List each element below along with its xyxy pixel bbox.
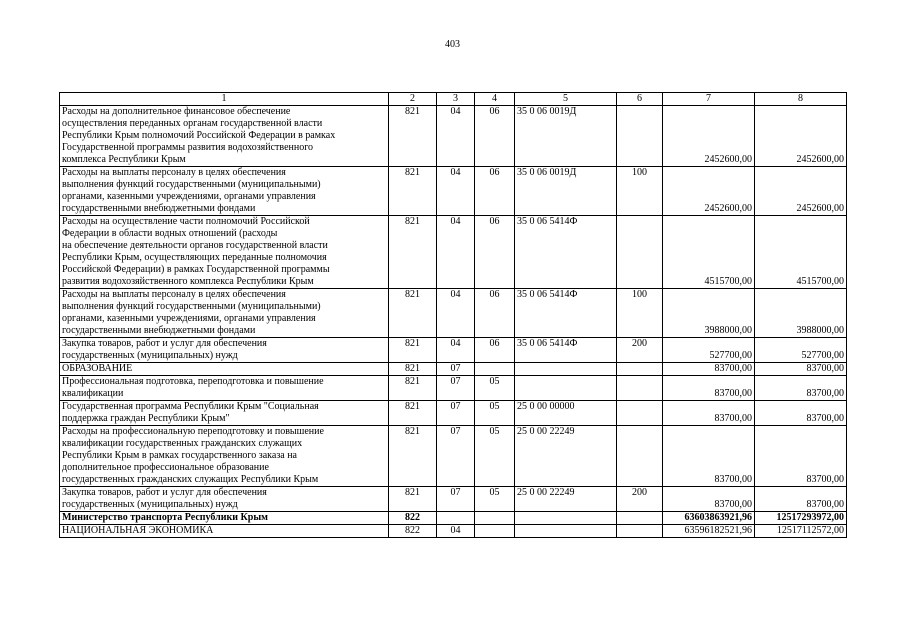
target-article-cell [515, 512, 617, 525]
section-code-cell: 04 [437, 106, 475, 167]
subsection-code-cell: 05 [475, 426, 515, 487]
amount-year1-cell: 2452600,00 [663, 106, 755, 167]
amount-year2-cell: 2452600,00 [755, 167, 847, 216]
row-name-line: поддержка граждан Республики Крым" [62, 413, 230, 424]
row-name-line: Закупка товаров, работ и услуг для обеспечения [62, 338, 267, 349]
header-cell-1: 1 [60, 93, 389, 106]
row-name-line: развития водохозяйственного комплекса Республики Крым [62, 276, 314, 287]
row-name-line: государственными внебюджетными фондами [62, 325, 256, 336]
section-code-cell: 04 [437, 525, 475, 538]
target-article-cell: 35 0 06 5414Ф [515, 338, 617, 363]
row-name-cell [60, 289, 389, 338]
row-name-line: выполнения функций государственными (муниципальными) [62, 179, 321, 190]
row-name-cell [60, 363, 389, 376]
row-name-cell [60, 525, 389, 538]
subsection-code-cell: 05 [475, 487, 515, 512]
table-row [60, 487, 847, 512]
table-row [60, 401, 847, 426]
amount-year2-cell: 12517112572,00 [755, 525, 847, 538]
row-name-line: Расходы на выплаты персоналу в целях обеспечения [62, 289, 286, 300]
admin-code-cell: 821 [389, 338, 437, 363]
row-name-line: Расходы на профессиональную переподготовку и повышение [62, 426, 324, 437]
admin-code-cell: 821 [389, 216, 437, 289]
target-article-cell: 25 0 00 22249 [515, 426, 617, 487]
header-cell-3: 3 [437, 93, 475, 106]
admin-code-cell: 821 [389, 401, 437, 426]
amount-year2-cell: 83700,00 [755, 426, 847, 487]
amount-year1-cell: 3988000,00 [663, 289, 755, 338]
subsection-code-cell: 05 [475, 401, 515, 426]
row-name-line: государственных гражданских служащих Республики Крым [62, 474, 319, 485]
amount-year1-cell: 63596182521,96 [663, 525, 755, 538]
amount-year1-cell: 2452600,00 [663, 167, 755, 216]
row-name-line: Российской Федерации) в рамках Государственной программы [62, 264, 330, 275]
admin-code-cell: 821 [389, 167, 437, 216]
expense-type-cell [617, 525, 663, 538]
expense-type-cell: 100 [617, 289, 663, 338]
amount-year2-cell: 3988000,00 [755, 289, 847, 338]
admin-code-cell: 821 [389, 487, 437, 512]
target-article-cell: 35 0 06 0019Д [515, 167, 617, 216]
row-name-line: на обеспечение деятельности органов государственной власти [62, 240, 328, 251]
expense-type-cell [617, 363, 663, 376]
row-name-line: НАЦИОНАЛЬНАЯ ЭКОНОМИКА [62, 525, 214, 536]
expense-type-cell [617, 376, 663, 401]
row-name-line: Республики Крым, осуществляющих переданные полномочия [62, 252, 327, 263]
admin-code-cell: 822 [389, 525, 437, 538]
subsection-code-cell: 06 [475, 167, 515, 216]
section-code-cell: 07 [437, 363, 475, 376]
row-name-cell [60, 216, 389, 289]
amount-year2-cell: 2452600,00 [755, 106, 847, 167]
row-name-line: выполнения функций государственными (муниципальными) [62, 301, 321, 312]
row-name-line: Профессиональная подготовка, переподготовка и повышение [62, 376, 324, 387]
row-name-line: Республики Крым в рамках государственного заказа на [62, 450, 297, 461]
section-code-cell: 07 [437, 376, 475, 401]
row-name-line: Расходы на выплаты персоналу в целях обеспечения [62, 167, 286, 178]
target-article-cell: 25 0 00 22249 [515, 487, 617, 512]
header-cell-4: 4 [475, 93, 515, 106]
row-name-line: государственными внебюджетными фондами [62, 203, 256, 214]
subsection-code-cell [475, 512, 515, 525]
table-row [60, 289, 847, 338]
table-row [60, 216, 847, 289]
admin-code-cell: 821 [389, 426, 437, 487]
subsection-code-cell [475, 525, 515, 538]
target-article-cell [515, 376, 617, 401]
amount-year2-cell: 4515700,00 [755, 216, 847, 289]
amount-year2-cell: 83700,00 [755, 401, 847, 426]
row-name-line: Федерации в области водных отношений (расходы [62, 228, 278, 239]
admin-code-cell: 821 [389, 376, 437, 401]
expense-type-cell [617, 512, 663, 525]
amount-year2-cell: 527700,00 [755, 338, 847, 363]
subsection-code-cell: 06 [475, 289, 515, 338]
amount-year1-cell: 83700,00 [663, 401, 755, 426]
subsection-code-cell [475, 363, 515, 376]
amount-year1-cell: 83700,00 [663, 363, 755, 376]
expense-type-cell [617, 216, 663, 289]
admin-code-cell: 821 [389, 106, 437, 167]
target-article-cell: 35 0 06 5414Ф [515, 289, 617, 338]
header-cell-5: 5 [515, 93, 617, 106]
row-name-line: государственных (муниципальных) нужд [62, 499, 238, 510]
table-row [60, 525, 847, 538]
amount-year2-cell: 83700,00 [755, 363, 847, 376]
target-article-cell: 35 0 06 5414Ф [515, 216, 617, 289]
admin-code-cell: 821 [389, 363, 437, 376]
row-name-line: Закупка товаров, работ и услуг для обеспечения [62, 487, 267, 498]
row-name-line: Расходы на дополнительное финансовое обеспечение [62, 106, 291, 117]
amount-year1-cell: 83700,00 [663, 487, 755, 512]
table-row [60, 167, 847, 216]
subsection-code-cell: 05 [475, 376, 515, 401]
amount-year2-cell: 83700,00 [755, 487, 847, 512]
admin-code-cell: 821 [389, 289, 437, 338]
page-number: 403 [445, 39, 460, 50]
amount-year1-cell: 63603863921,96 [663, 512, 755, 525]
admin-code-cell: 822 [389, 512, 437, 525]
amount-year2-cell: 83700,00 [755, 376, 847, 401]
row-name-cell [60, 376, 389, 401]
header-cell-7: 7 [663, 93, 755, 106]
table-row [60, 363, 847, 376]
section-code-cell: 04 [437, 216, 475, 289]
header-cell-8: 8 [755, 93, 847, 106]
section-code-cell: 07 [437, 487, 475, 512]
row-name-line: ОБРАЗОВАНИЕ [62, 363, 133, 374]
header-cell-2: 2 [389, 93, 437, 106]
row-name-line: осуществления переданных органам государственной власти [62, 118, 323, 129]
row-name-line: дополнительное профессиональное образование [62, 462, 269, 473]
section-code-cell: 07 [437, 426, 475, 487]
row-name-cell [60, 487, 389, 512]
row-name-line: комплекса Республики Крым [62, 154, 186, 165]
amount-year1-cell: 527700,00 [663, 338, 755, 363]
target-article-cell: 25 0 00 00000 [515, 401, 617, 426]
row-name-line: Министерство транспорта Республики Крым [62, 512, 268, 523]
table-header-row [60, 93, 847, 106]
header-cell-6: 6 [617, 93, 663, 106]
row-name-line: квалификации [62, 388, 124, 399]
amount-year1-cell: 83700,00 [663, 426, 755, 487]
amount-year1-cell: 83700,00 [663, 376, 755, 401]
table-row [60, 512, 847, 525]
target-article-cell: 35 0 06 0019Д [515, 106, 617, 167]
row-name-cell [60, 106, 389, 167]
expense-type-cell: 200 [617, 487, 663, 512]
expense-type-cell: 100 [617, 167, 663, 216]
section-code-cell: 04 [437, 289, 475, 338]
table-row [60, 376, 847, 401]
row-name-line: Расходы на осуществление части полномочий Российской [62, 216, 310, 227]
row-name-line: органами, казенными учреждениями, органами управления [62, 313, 316, 324]
row-name-cell [60, 167, 389, 216]
row-name-cell [60, 338, 389, 363]
budget-table [59, 92, 847, 538]
row-name-cell [60, 426, 389, 487]
row-name-line: Республики Крым полномочий Российской Федерации в рамках [62, 130, 336, 141]
expense-type-cell [617, 106, 663, 167]
expense-type-cell: 200 [617, 338, 663, 363]
row-name-line: государственных (муниципальных) нужд [62, 350, 238, 361]
amount-year2-cell: 12517293972,00 [755, 512, 847, 525]
row-name-line: Государственная программа Республики Крым "Социальная [62, 401, 319, 412]
amount-year1-cell: 4515700,00 [663, 216, 755, 289]
section-code-cell [437, 512, 475, 525]
table-row [60, 426, 847, 487]
row-name-cell [60, 512, 389, 525]
target-article-cell [515, 525, 617, 538]
section-code-cell: 07 [437, 401, 475, 426]
section-code-cell: 04 [437, 167, 475, 216]
expense-type-cell [617, 401, 663, 426]
row-name-cell [60, 401, 389, 426]
section-code-cell: 04 [437, 338, 475, 363]
table-row [60, 106, 847, 167]
expense-type-cell [617, 426, 663, 487]
target-article-cell [515, 363, 617, 376]
row-name-line: Государственной программы развития водохозяйственного [62, 142, 314, 153]
subsection-code-cell: 06 [475, 216, 515, 289]
row-name-line: органами, казенными учреждениями, органами управления [62, 191, 316, 202]
subsection-code-cell: 06 [475, 338, 515, 363]
subsection-code-cell: 06 [475, 106, 515, 167]
table-row [60, 338, 847, 363]
row-name-line: квалификации государственных гражданских служащих [62, 438, 303, 449]
